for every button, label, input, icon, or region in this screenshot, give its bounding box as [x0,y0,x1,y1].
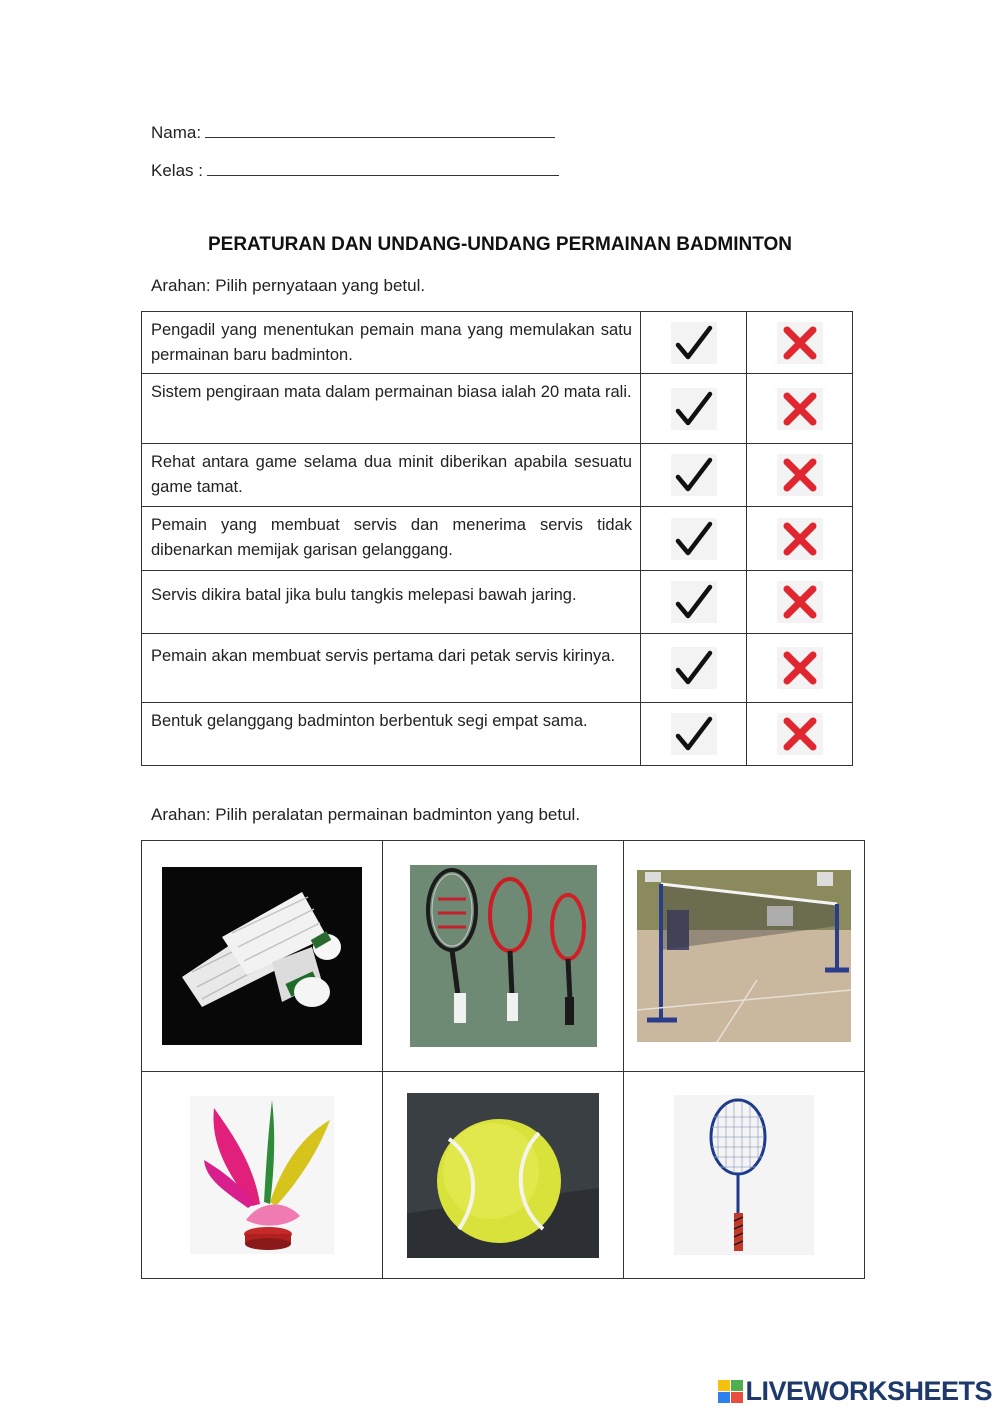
logo-text: LIVEWORKSHEETS [745,1376,992,1406]
statement-text: Pemain yang membuat servis dan menerima servis tidak dibenarkan memijak garisan gelanggang. [142,507,641,571]
statement-row [142,634,853,703]
statement-text: Servis dikira batal jika bulu tangkis melepasi bawah jaring. [142,571,641,634]
name-blank[interactable] [205,123,555,138]
cross-icon [781,456,819,494]
cross-icon [781,390,819,428]
name-field [151,123,555,143]
name-label: Nama: [151,123,202,142]
equipment-cell [624,1072,865,1279]
page-title: PERATURAN DAN UNDANG-UNDANG PERMAINAN BADMINTON [207,234,793,255]
feather-shuttlecock-image[interactable] [190,1096,334,1254]
class-field [151,161,559,181]
equipment-cell [383,1072,624,1279]
true-button[interactable] [671,647,717,689]
class-label: Kelas : [151,161,203,180]
true-button[interactable] [671,454,717,496]
cross-icon [781,583,819,621]
check-icon [674,649,714,687]
true-button[interactable] [671,322,717,364]
instruction-equipment: Arahan: Pilih peralatan permainan badminton yang betul. [151,805,581,824]
tennis-ball-image[interactable] [407,1093,599,1258]
tennis-rackets-image[interactable] [410,865,597,1047]
true-button[interactable] [671,581,717,623]
statement-text: Pengadil yang menentukan pemain mana yang memulakan satu permainan baru badminton. [142,312,641,374]
shuttlecocks-image[interactable] [162,867,362,1045]
statement-row [142,444,853,507]
instruction-statements: Arahan: Pilih pernyataan yang betul. [151,276,426,295]
badminton-racket-image[interactable] [674,1095,814,1255]
cross-icon [781,715,819,753]
statement-row [142,703,853,766]
statement-row [142,507,853,571]
false-button[interactable] [777,454,823,496]
statement-row [142,374,853,444]
equipment-cell [383,841,624,1072]
liveworksheets-logo [718,1376,992,1407]
check-icon [674,520,714,558]
check-icon [674,583,714,621]
false-button[interactable] [777,322,823,364]
false-button[interactable] [777,581,823,623]
equipment-grid [141,840,865,1279]
class-blank[interactable] [207,161,559,176]
badminton-net-image[interactable] [637,870,851,1042]
false-button[interactable] [777,388,823,430]
check-icon [674,324,714,362]
cross-icon [781,324,819,362]
statement-table [141,311,853,766]
true-button[interactable] [671,713,717,755]
cross-icon [781,649,819,687]
cross-icon [781,520,819,558]
statement-text: Bentuk gelanggang badminton berbentuk segi empat sama. [142,703,641,766]
false-button[interactable] [777,713,823,755]
true-button[interactable] [671,518,717,560]
statement-row [142,571,853,634]
statement-text: Sistem pengiraan mata dalam permainan biasa ialah 20 mata rali. [142,374,641,444]
check-icon [674,390,714,428]
equipment-cell [142,1072,383,1279]
statement-row [142,312,853,374]
equipment-cell [142,841,383,1072]
false-button[interactable] [777,647,823,689]
false-button[interactable] [777,518,823,560]
check-icon [674,456,714,494]
statement-text: Pemain akan membuat servis pertama dari petak servis kirinya. [142,634,641,703]
liveworksheets-logo-icon [718,1380,744,1404]
equipment-cell [624,841,865,1072]
true-button[interactable] [671,388,717,430]
check-icon [674,715,714,753]
statement-text: Rehat antara game selama dua minit diberikan apabila sesuatu game tamat. [142,444,641,507]
